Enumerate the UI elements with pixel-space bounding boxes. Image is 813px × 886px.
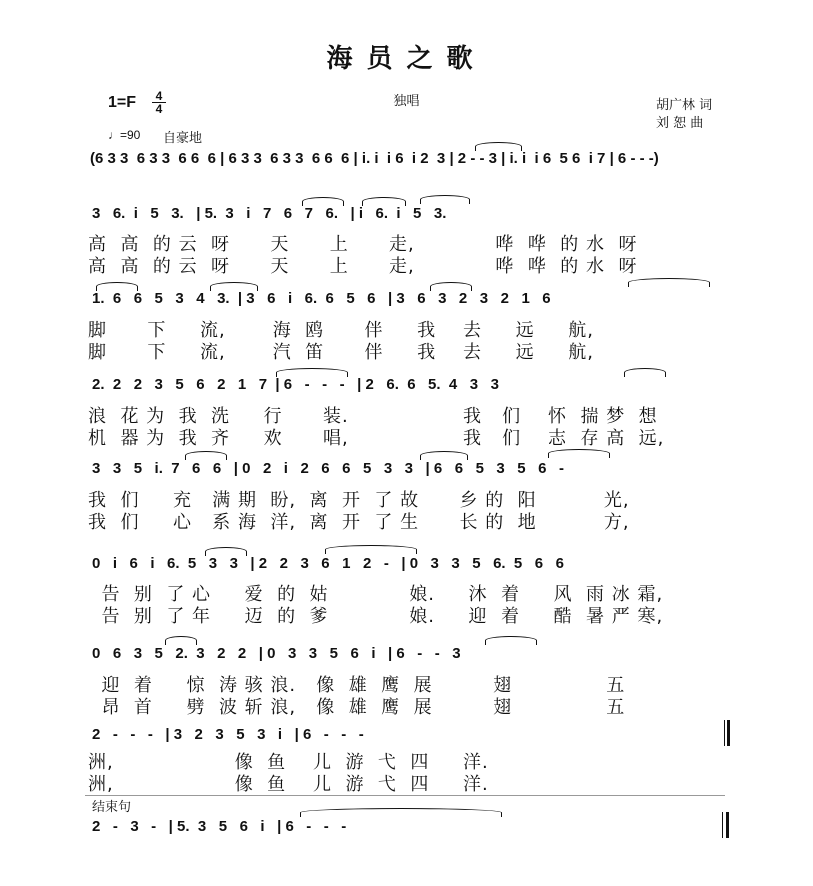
slur [205,547,247,556]
ending-separator [85,795,725,796]
lyric-line-5b: 告 别 了 年 迈 的 爹 娘. 迎 着 酷 暑 严 寒, [88,606,664,627]
slur [624,368,666,377]
music-line-5: 0 i 6 i 6. 5 3 3 | 2 2 3 6 1 2 - | 0 3 3 5 6. 5 6 6 [92,555,564,572]
slur [325,545,417,554]
lyric-line-1a: 高 高 的 云 呀 天 上 走, 哗 哗 的 水 呀 [88,234,638,255]
final-barline-thick [726,812,729,838]
slur [185,451,227,460]
music-line-6: 0 6 3 5 2. 3 2 2 | 0 3 3 5 6 i | 6 - - 3 [92,645,461,662]
song-title: 海员之歌 [326,44,487,74]
lyric-line-3b: 机 器 为 我 齐 欢 唱, 我 们 志 存 高 远, [88,428,665,449]
lyric-line-3a: 浪 花 为 我 洗 行 装. 我 们 怀 揣 梦 想 [88,406,658,427]
slur [362,197,406,206]
music-line-3: 2. 2 2 3 5 6 2 1 7 | 6 - - - | 2 6. 6 5. 4 3 3 [92,376,499,393]
slur [276,368,348,377]
slur [165,636,197,645]
meter-top: 4 [152,90,166,103]
lyric-line-7b: 洲, 像 鱼 儿 游 弋 四 洋. [88,774,489,795]
lyric-line-4b: 我 们 心 系 海 洋, 离 开 了 生 长 的 地 方, [88,512,630,533]
key-signature: 1=F [108,94,137,111]
slur [420,451,468,460]
lyric-line-6b: 昂 首 劈 波 斩 浪, 像 雄 鹰 展 翅 五 [88,697,626,718]
slur [485,636,537,645]
lyricist-credit: 胡广林 词 [656,98,713,113]
music-line-7: 2 - - - | 3 2 3 5 3 i | 6 - - - [92,726,364,743]
music-line-2: 1. 6 6 5 3 4 3. | 3 6 i 6. 6 5 6 | 3 6 3 2 3 2 1 6 [92,290,551,307]
slur [420,195,470,204]
lyric-line-6a: 迎 着 惊 涛 骇 浪. 像 雄 鹰 展 翅 五 [88,675,626,696]
repeat-barline-thick [727,720,730,746]
slur [96,282,138,291]
composer-credit: 刘 恕 曲 [656,116,704,131]
meter-bottom: 4 [155,102,163,116]
music-line-1: 3 6. i 5 3. | 5. 3 i 7 6 7 6. | i 6. i 5 3. [92,205,447,222]
slur [210,282,258,291]
performance-type: 独唱 [393,94,420,109]
music-line-intro: (6 3 3 6 3 3 6 6 6 | 6 3 3 6 3 3 6 6 6 | i. i i 6 i 2 3 | 2 - - 3 | i. i i 6 5 6 i 7 | 6 - - -) [90,150,659,167]
final-barline [722,812,723,838]
slur [628,278,710,287]
music-line-4: 3 3 5 i. 7 6 6 | 0 2 i 2 6 6 5 3 3 | 6 6 5 3 5 6 - [92,460,564,477]
ending-label: 结束句 [92,800,132,815]
tie [475,142,522,151]
lyric-line-2b: 脚 下 流, 汽 笛 伴 我 去 远 航, [88,342,594,363]
expression-marking: 自豪地 [163,131,203,146]
slur [300,808,502,817]
repeat-barline [724,720,725,746]
lyric-line-2a: 脚 下 流, 海 鸥 伴 我 去 远 航, [88,320,594,341]
lyric-line-7a: 洲, 像 鱼 儿 游 弋 四 洋. [88,752,489,773]
slur [430,282,472,291]
slur [548,449,610,458]
slur [302,197,344,206]
music-line-ending: 2 - 3 - | 5. 3 5 6 i | 6 - - - [92,818,347,835]
lyric-line-5a: 告 别 了 心 爱 的 姑 娘. 沐 着 风 雨 冰 霜, [88,584,664,605]
tempo-marking: ♩=90 [108,128,141,142]
time-signature [152,90,166,115]
lyric-line-1b: 高 高 的 云 呀 天 上 走, 哗 哗 的 水 呀 [88,256,638,277]
lyric-line-4a: 我 们 充 满 期 盼, 离 开 了 故 乡 的 阳 光, [88,490,630,511]
